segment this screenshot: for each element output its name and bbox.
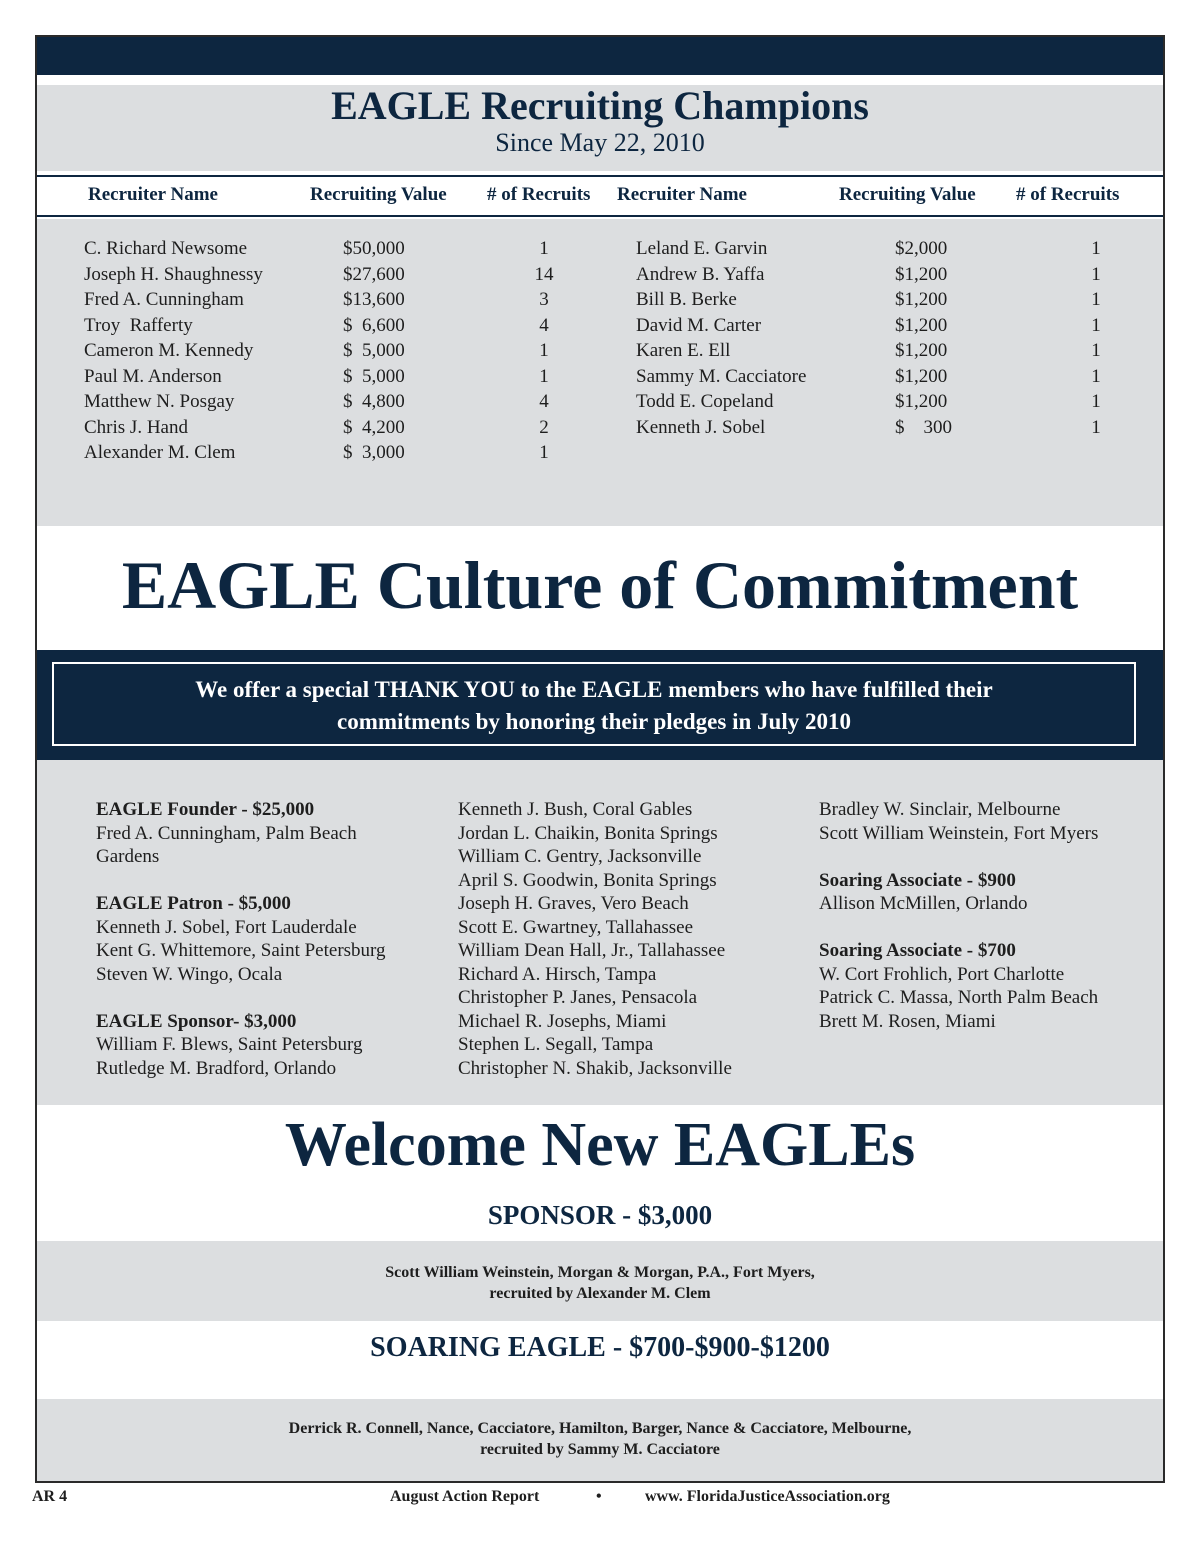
- recruiting-value: $ 3,000: [343, 442, 405, 463]
- recruit-count: 3: [539, 289, 549, 310]
- recruit-count: 1: [539, 365, 549, 387]
- header-recruiting-value: Recruiting Value: [839, 184, 976, 205]
- recruiter-name: Cameron M. Kennedy: [84, 340, 254, 361]
- pledge-level-heading: EAGLE Patron - $5,000: [96, 893, 291, 914]
- recruit-count: 1: [1091, 391, 1101, 412]
- soaring-heading: SOARING EAGLE - $700-$900-$1200: [370, 1332, 830, 1363]
- member-entry: Stephen L. Segall, Tampa: [458, 1034, 654, 1055]
- recruit-count: 4: [539, 391, 549, 412]
- recruit-count: 4: [539, 314, 549, 336]
- member-entry: Steven W. Wingo, Ocala: [96, 963, 283, 985]
- recruit-count: 1: [1091, 289, 1101, 310]
- recruiter-name: David M. Carter: [636, 314, 762, 336]
- website-url: www. FloridaJusticeAssociation.org: [645, 1488, 890, 1505]
- recruiter-name: Matthew N. Posgay: [84, 391, 235, 412]
- recruiter-name: Joseph H. Shaughnessy: [84, 263, 263, 285]
- pledge-level-heading: EAGLE Sponsor- $3,000: [96, 1010, 297, 1032]
- sponsor-entry-line: Scott William Weinstein, Morgan & Morgan, P.A., Fort Myers,: [385, 1264, 815, 1281]
- soaring-entry-line: recruited by Sammy M. Cacciatore: [480, 1441, 720, 1458]
- pledge-level-heading: EAGLE Founder - $25,000: [96, 799, 315, 820]
- member-entry: Fred A. Cunningham, Palm Beach: [96, 822, 357, 844]
- culture-title: EAGLE Culture of Commitment: [121, 547, 1079, 623]
- recruiter-name: Andrew B. Yaffa: [636, 263, 765, 285]
- member-entry: Rutledge M. Bradford, Orlando: [96, 1057, 337, 1079]
- welcome-title: Welcome New EAGLEs: [284, 1111, 916, 1179]
- soaring-entry-line: Derrick R. Connell, Nance, Cacciatore, Hamilton, Barger, Nance & Cacciatore, Melbourne,: [288, 1420, 912, 1437]
- member-entry: Michael R. Josephs, Miami: [458, 1010, 667, 1032]
- sponsor-heading: SPONSOR - $3,000: [487, 1200, 713, 1230]
- member-entry: Scott E. Gwartney, Tallahassee: [458, 916, 694, 938]
- recruiter-name: Sammy M. Cacciatore: [636, 365, 807, 387]
- recruiter-name: Fred A. Cunningham: [84, 289, 244, 310]
- recruit-count: 1: [1091, 263, 1101, 285]
- recruiting-value: $27,600: [343, 263, 405, 285]
- recruiter-name: Bill B. Berke: [636, 289, 737, 310]
- recruiting-value: $1,200: [895, 340, 948, 361]
- member-entry: Richard A. Hirsch, Tampa: [458, 963, 657, 985]
- header-recruiting-value: Recruiting Value: [310, 184, 447, 205]
- recruiting-value: $1,200: [895, 263, 948, 285]
- pledge-level-heading: Soaring Associate - $700: [819, 940, 1016, 961]
- champions-subtitle: Since May 22, 2010: [495, 128, 705, 157]
- recruit-count: 2: [539, 416, 549, 438]
- sponsor-entry-line: recruited by Alexander M. Clem: [489, 1285, 711, 1302]
- champions-title: EAGLE Recruiting Champions: [331, 83, 869, 128]
- recruiting-value: $2,000: [895, 238, 948, 259]
- recruiting-value: $1,200: [895, 314, 948, 336]
- recruiting-value: $ 4,800: [343, 391, 405, 412]
- page-number: AR 4: [32, 1488, 68, 1505]
- pledge-level-heading: Soaring Associate - $900: [819, 869, 1016, 891]
- member-entry: W. Cort Frohlich, Port Charlotte: [819, 963, 1065, 985]
- recruiter-name: Karen E. Ell: [636, 340, 731, 361]
- recruiter-name: Alexander M. Clem: [84, 442, 236, 463]
- recruit-count: 1: [1091, 238, 1101, 259]
- member-entry: Jordan L. Chaikin, Bonita Springs: [458, 822, 718, 844]
- member-entry: William C. Gentry, Jacksonville: [458, 846, 702, 867]
- thanks-line: We offer a special THANK YOU to the EAGLE members who have fulfilled their: [195, 677, 993, 702]
- header-recruiter-name: Recruiter Name: [88, 184, 218, 205]
- member-entry: Joseph H. Graves, Vero Beach: [458, 893, 689, 914]
- recruit-count: 1: [539, 238, 549, 259]
- member-entry: Patrick C. Massa, North Palm Beach: [819, 987, 1099, 1008]
- recruiting-value: $50,000: [343, 238, 405, 259]
- member-entry: Christopher N. Shakib, Jacksonville: [458, 1057, 732, 1079]
- recruit-count: 1: [1091, 365, 1101, 387]
- recruiting-value: $ 5,000: [343, 340, 405, 361]
- recruiting-value: $1,200: [895, 391, 948, 412]
- recruiter-name: Chris J. Hand: [84, 416, 188, 438]
- member-entry: Brett M. Rosen, Miami: [819, 1010, 996, 1032]
- recruiting-value: $13,600: [343, 289, 405, 310]
- recruiter-name: Paul M. Anderson: [84, 365, 222, 387]
- recruiting-value: $ 5,000: [343, 365, 405, 387]
- member-entry: Kenneth J. Sobel, Fort Lauderdale: [96, 916, 357, 938]
- recruiting-value: $ 300: [895, 416, 952, 438]
- member-entry: Bradley W. Sinclair, Melbourne: [819, 799, 1061, 820]
- recruit-count: 1: [539, 340, 549, 361]
- footer-bullet: •: [596, 1488, 602, 1505]
- recruiting-value: $1,200: [895, 365, 948, 387]
- recruit-count: 1: [1091, 416, 1101, 438]
- member-entry: Christopher P. Janes, Pensacola: [458, 987, 698, 1008]
- recruit-count: 1: [539, 442, 549, 463]
- recruiting-value: $ 6,600: [343, 314, 405, 336]
- header-num-recruits: # of Recruits: [1016, 184, 1120, 205]
- member-entry: William Dean Hall, Jr., Tallahassee: [458, 940, 726, 961]
- member-entry: April S. Goodwin, Bonita Springs: [458, 869, 717, 891]
- recruiter-name: C. Richard Newsome: [84, 238, 248, 259]
- recruit-count: 1: [1091, 340, 1101, 361]
- recruiter-name: Kenneth J. Sobel: [636, 416, 766, 438]
- recruiting-value: $ 4,200: [343, 416, 405, 438]
- header-num-recruits: # of Recruits: [487, 184, 591, 205]
- thanks-line: commitments by honoring their pledges in July 2010: [337, 709, 851, 734]
- recruiter-name: Leland E. Garvin: [636, 238, 768, 259]
- recruiter-name: Todd E. Copeland: [636, 391, 774, 412]
- recruiting-value: $1,200: [895, 289, 948, 310]
- recruit-count: 14: [534, 263, 554, 285]
- header-recruiter-name: Recruiter Name: [617, 184, 747, 205]
- recruit-count: 1: [1091, 314, 1101, 336]
- member-entry: Gardens: [96, 846, 160, 867]
- member-entry: Kenneth J. Bush, Coral Gables: [458, 799, 693, 820]
- member-entry: Allison McMillen, Orlando: [819, 893, 1028, 914]
- publication-name: August Action Report: [390, 1488, 540, 1505]
- member-entry: William F. Blews, Saint Petersburg: [96, 1034, 363, 1055]
- member-entry: Scott William Weinstein, Fort Myers: [819, 822, 1099, 844]
- member-entry: Kent G. Whittemore, Saint Petersburg: [96, 940, 386, 961]
- page-frame: [35, 35, 1165, 1483]
- recruiter-name: Troy Rafferty: [84, 314, 193, 336]
